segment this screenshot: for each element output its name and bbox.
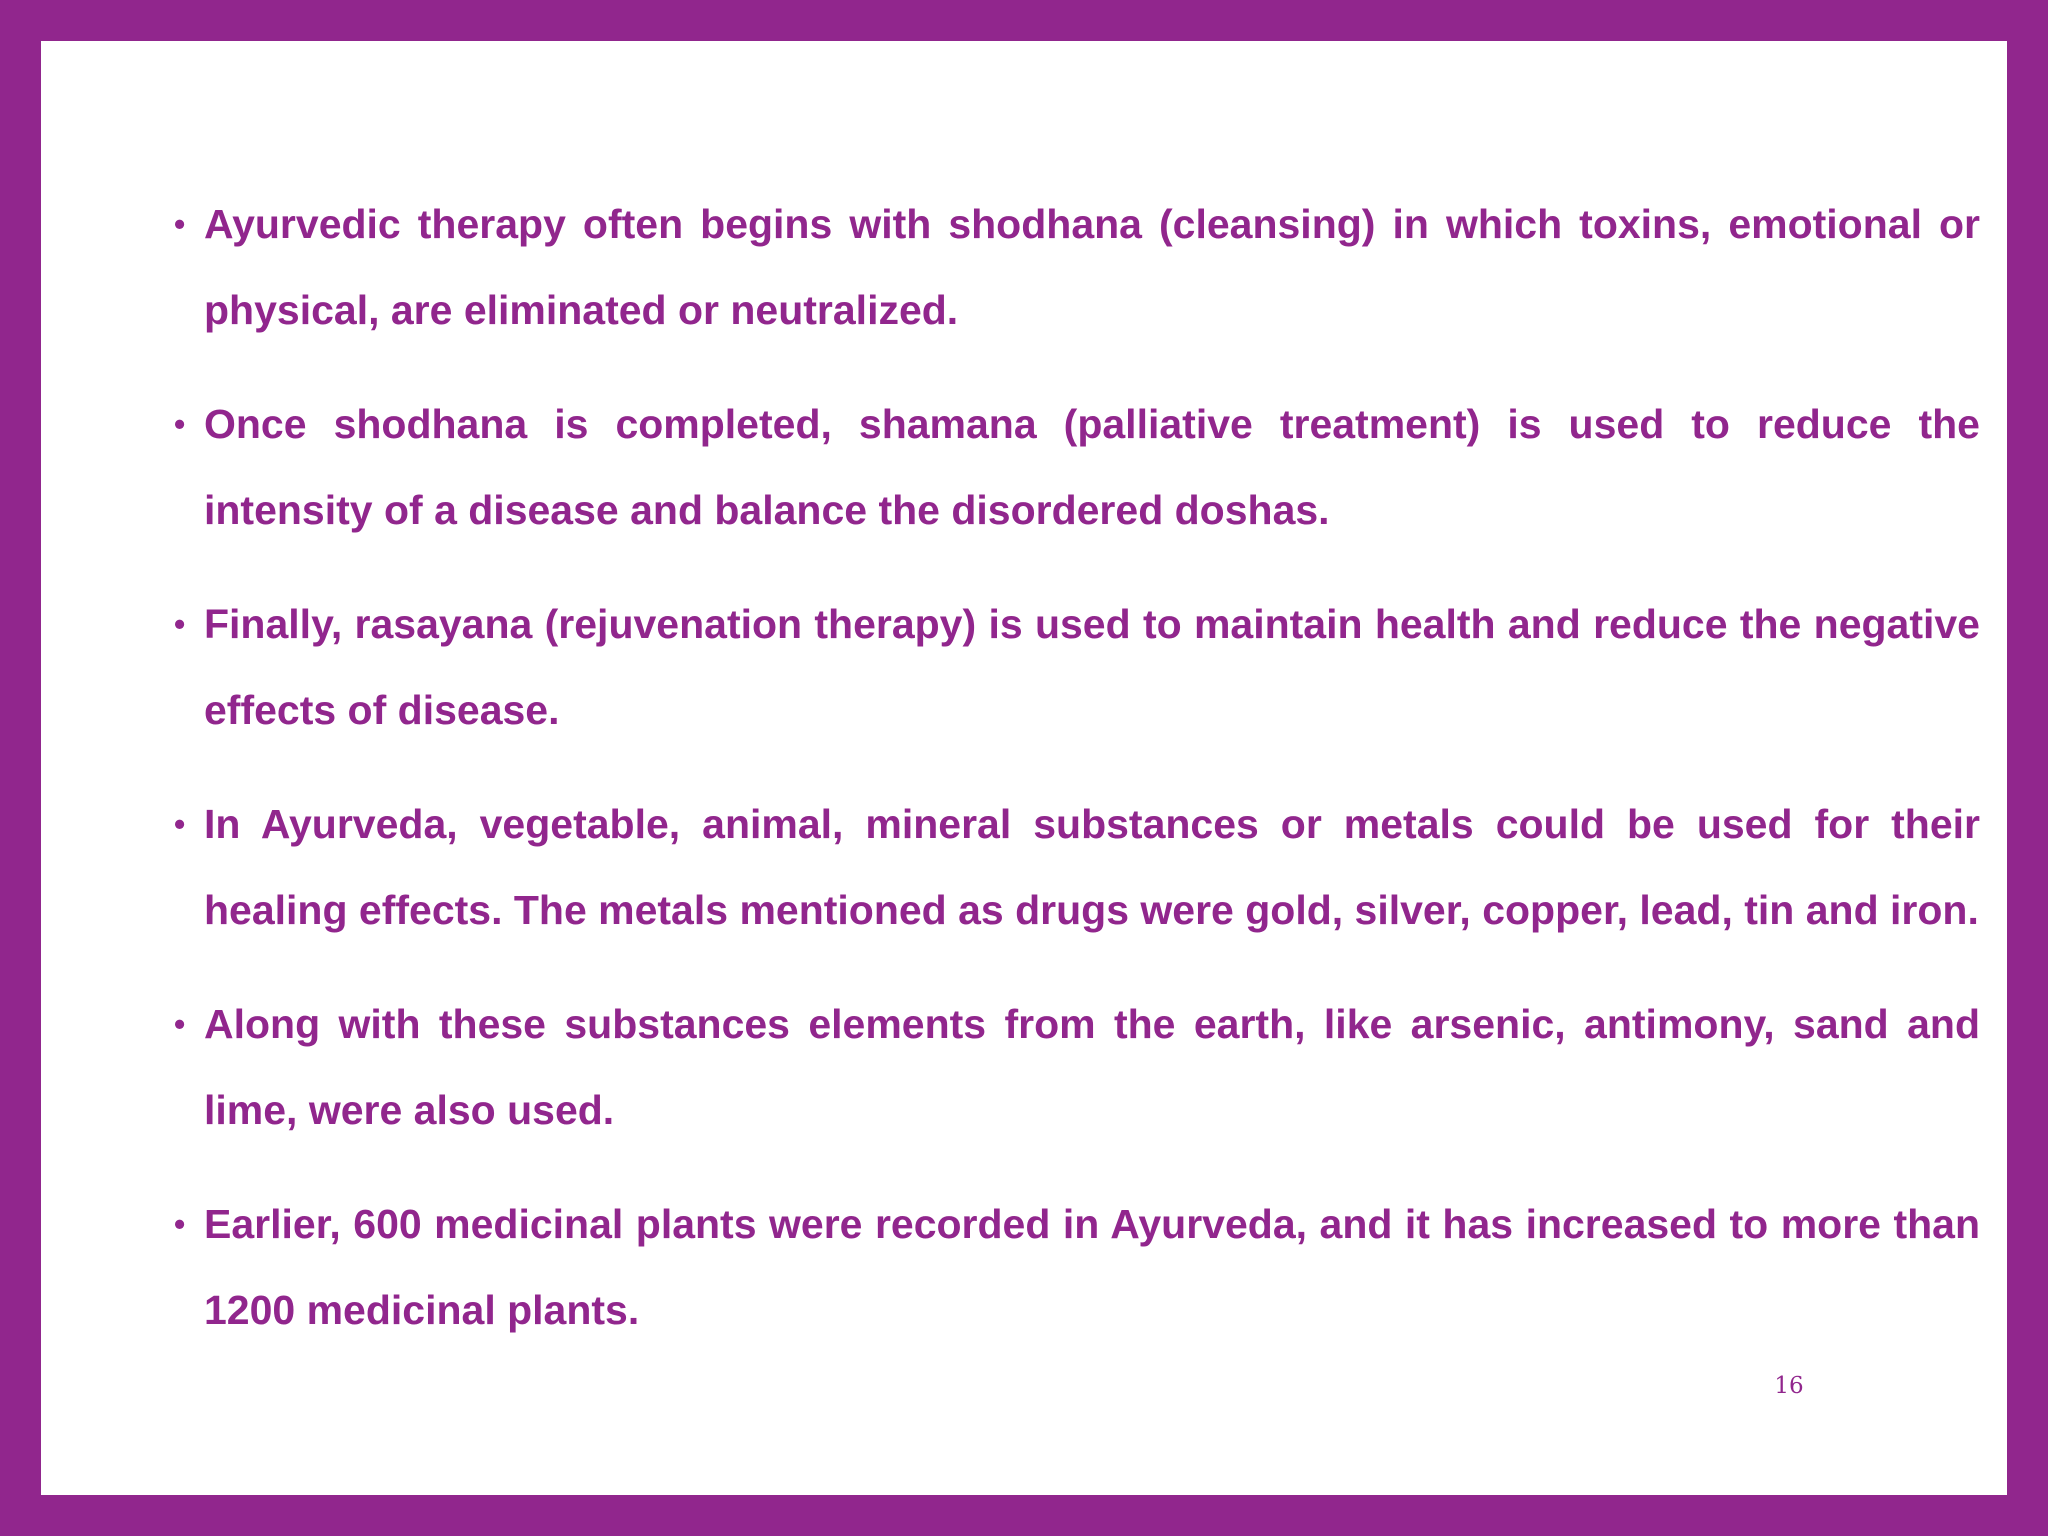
- bullet-text: Ayurvedic therapy often begins with shodhana (cleansing) in which toxins, emotional or physical, are eliminated or neutralized.: [204, 201, 1980, 333]
- bullet-dot-icon: •: [174, 1206, 186, 1242]
- bullet-dot-icon: •: [174, 1006, 186, 1042]
- bullet-text: Earlier, 600 medicinal plants were recorded in Ayurveda, and it has increased to more than 1200 medicinal plants.: [204, 1201, 1980, 1333]
- bullet-item: [174, 1181, 1980, 1353]
- bullet-item: [174, 181, 1980, 353]
- bullet-text: Along with these substances elements from the earth, like arsenic, antimony, sand and lime, were also used.: [204, 1001, 1980, 1133]
- bullet-item: [174, 981, 1980, 1153]
- page-number: 16: [1774, 1373, 1804, 1399]
- bullet-dot-icon: •: [174, 206, 186, 242]
- bullet-text: Finally, rasayana (rejuvenation therapy) is used to maintain health and reduce the negative effects of disease.: [204, 601, 1980, 733]
- bullet-item: [174, 381, 1980, 553]
- bullet-dot-icon: •: [174, 606, 186, 642]
- bullet-item: [174, 781, 1980, 953]
- bullet-dot-icon: •: [174, 406, 186, 442]
- bullet-text: Once shodhana is completed, shamana (palliative treatment) is used to reduce the intensity of a disease and balance the disordered doshas.: [204, 401, 1980, 533]
- bullet-item: [174, 581, 1980, 753]
- bullet-dot-icon: •: [174, 806, 186, 842]
- bullet-list: [174, 181, 1980, 1381]
- slide: [41, 41, 2007, 1495]
- bullet-text: In Ayurveda, vegetable, animal, mineral substances or metals could be used for their healing effects. The metals mentioned as drugs were gold, silver, copper, lead, tin and iron.: [204, 801, 1980, 933]
